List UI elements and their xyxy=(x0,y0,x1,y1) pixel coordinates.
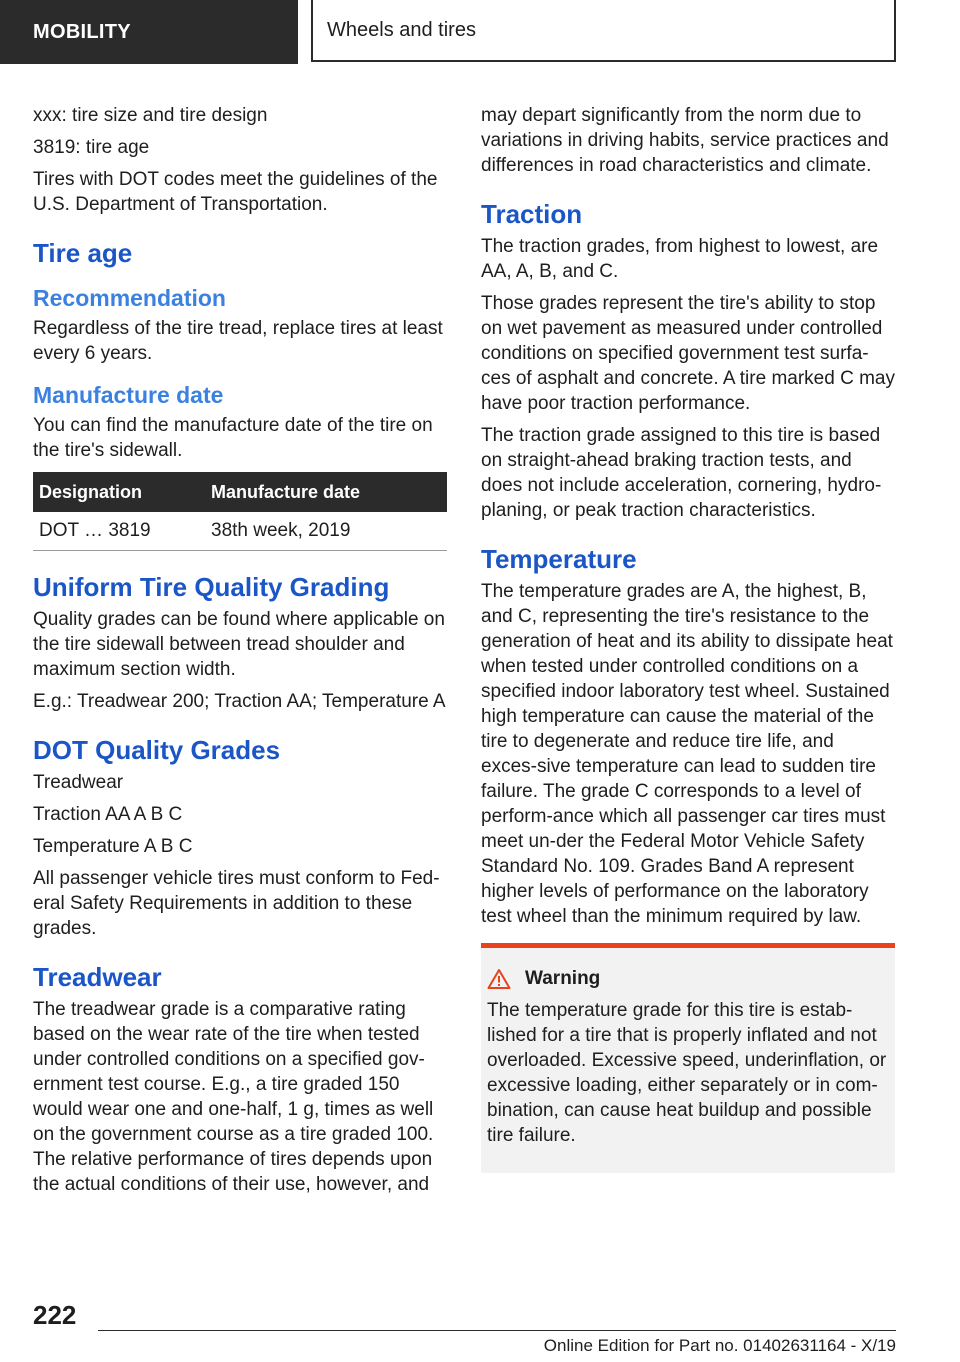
dot-line: Traction AA A B C xyxy=(33,804,183,825)
warning-box xyxy=(481,943,895,1173)
heading-temperature: Temperature xyxy=(481,544,637,574)
heading-utqg: Uniform Tire Quality Grading xyxy=(33,572,390,602)
section-tab: MOBILITY xyxy=(0,0,298,64)
continuation-text: may depart significantly from the norm due to variations in driving habits, service practices and differences in road characteristics and climate. xyxy=(481,105,889,176)
traction-text: Those grades represent the tire's ability to stop on wet pavement as measured under controlled conditions on specified government test surfa‐ces of asphalt and concrete. A tire marked C may have poor traction performance. xyxy=(481,293,895,414)
page-header xyxy=(0,0,960,66)
dot-line: Treadwear xyxy=(33,772,124,793)
intro-line: xxx: tire size and tire design xyxy=(33,105,268,126)
manufacture-date-table xyxy=(33,472,447,551)
table-cell: DOT … 3819 xyxy=(33,512,205,551)
intro-line: Tires with DOT codes meet the guidelines of the U.S. Department of Transportation. xyxy=(33,169,438,215)
utqg-text: Quality grades can be found where applicable on the tire sidewall between tread shoulder and maximum section width. xyxy=(33,609,445,680)
table-cell: 38th week, 2019 xyxy=(205,512,447,551)
table-row xyxy=(33,512,447,551)
footer-divider xyxy=(98,1330,896,1331)
heading-recommendation: Recommendation xyxy=(33,285,226,311)
warning-triangle-icon xyxy=(487,968,511,990)
treadwear-text: The treadwear grade is a comparative rating based on the wear rate of the tire when tested under controlled conditions on a specified gov‐ernment test course. E.g., a tire graded 150 would wear one and one-half, 1 g, times as well on the government course as a tire graded 100. The relative performance of tires depends upon the actual conditions of their use, however, and xyxy=(33,999,434,1195)
heading-manufacture-date: Manufacture date xyxy=(33,382,224,408)
manufacture-text: You can find the manufacture date of the tire on the tire's sidewall. xyxy=(33,415,433,461)
dot-text: All passenger vehicle tires must conform to Fed‐eral Safety Requirements in addition to these grades. xyxy=(33,868,440,939)
traction-text: The traction grade assigned to this tire is based on straight-ahead braking traction tests, and does not include acceleration, cornering, hydro‐planing, or peak traction characteristics. xyxy=(481,425,882,521)
temperature-text: The temperature grades are A, the highest, B, and C, representing the tire's resistance to the generation of heat and its ability to dissipate heat when tested under controlled conditions on a specified indoor laboratory test wheel. Sustained high temperature can cause the material of the tire to degenerate and reduce tire life, and exces‐sive temperature can lead to sudden tire failure. The grade C corresponds to a level of perform‐ance which all passenger car tires must meet un‐der the Federal Motor Vehicle Safety Standard No. 109. Grades Band A represent higher levels of performance on the laboratory test wheel than the minimum required by law. xyxy=(481,581,893,927)
edition-note: Online Edition for Part no. 01402631164 - X/19 xyxy=(543,1336,896,1355)
warning-text: The temperature grade for this tire is estab‐lished for a tire that is properly inflated and not overloaded. Excessive speed, underinflation, or excessive loading, either separately or in com‐bination, can cause heat buildup and possible tire failure. xyxy=(487,1000,887,1146)
traction-text: The traction grades, from highest to lowest, are AA, A, B, and C. xyxy=(481,236,879,282)
utqg-example: E.g.: Treadwear 200; Traction AA; Temperature A xyxy=(33,691,446,712)
warning-title xyxy=(487,968,889,990)
chapter-title: Wheels and tires xyxy=(311,0,896,62)
page-number: 222 xyxy=(33,1300,77,1330)
heading-dot-quality-grades: DOT Quality Grades xyxy=(33,735,281,765)
table-header-row xyxy=(33,472,447,512)
heading-traction: Traction xyxy=(481,199,583,229)
column-header-manufacture-date: Manufacture date xyxy=(205,472,447,512)
heading-tire-age: Tire age xyxy=(33,238,133,268)
intro-line: 3819: tire age xyxy=(33,137,150,158)
recommendation-text: Regardless of the tire tread, replace tires at least every 6 years. xyxy=(33,318,443,364)
column-header-designation: Designation xyxy=(33,472,205,512)
warning-title-text: Warning xyxy=(525,968,601,989)
left-column xyxy=(33,103,447,1204)
dot-line: Temperature A B C xyxy=(33,836,193,857)
right-column xyxy=(481,103,895,1173)
heading-treadwear: Treadwear xyxy=(33,962,162,992)
